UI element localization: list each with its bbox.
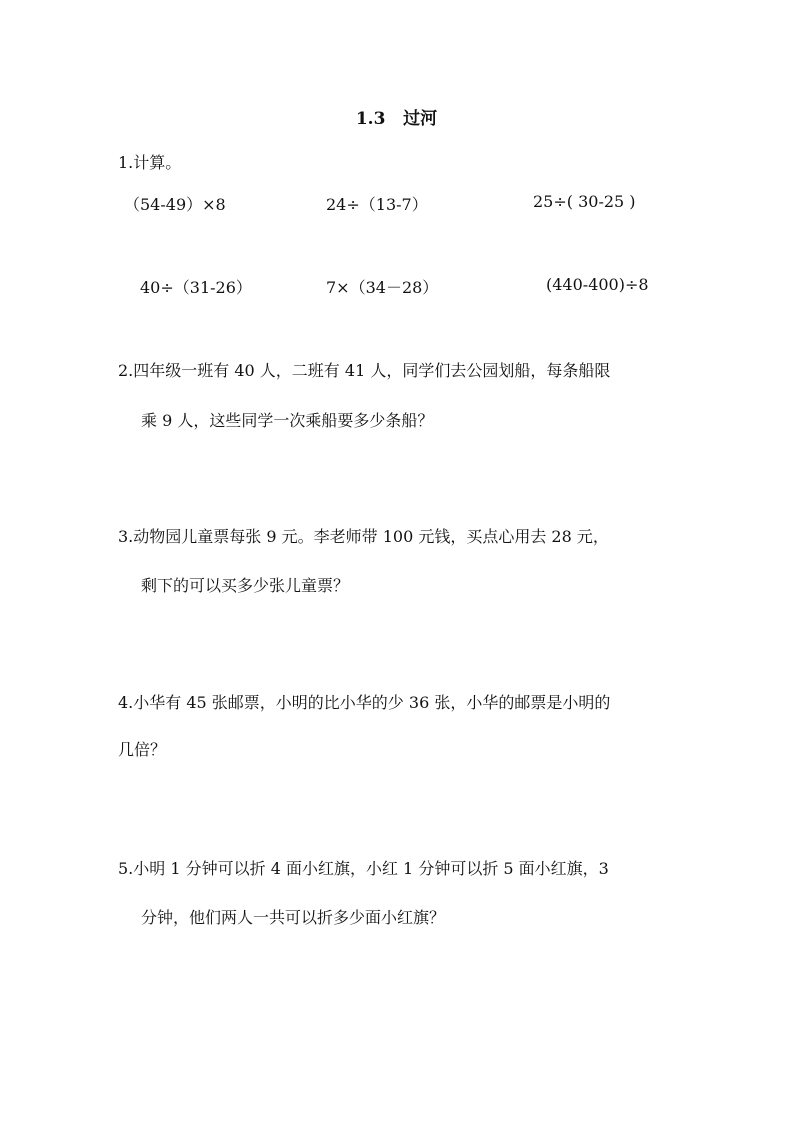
q2-text-line-1: 2.四年级一班有 40 人，二班有 41 人，同学们去公园划船，每条船限 [118,361,611,380]
q1-expression-5: 7×（34－28） [326,278,439,297]
q5-text-line-2: 分钟，他们两人一共可以折多少面小红旗？ [141,908,446,927]
q4-text-line-2: 几倍？ [118,740,167,759]
q3-text-line-2: 剩下的可以买多少张儿童票？ [141,576,350,595]
q1-expression-4: 40÷（31-26） [140,278,252,297]
q1-heading: 1.计算。 [118,153,182,172]
q1-expression-6: (440-400)÷8 [546,275,649,294]
q2-text-line-2: 乘 9 人，这些同学一次乘船要多少条船？ [141,411,434,430]
page-title: 1.3 过河 [355,109,438,129]
q1-expression-2: 24÷（13-7） [326,195,428,214]
q1-expression-1: （54-49）×8 [124,195,226,214]
q3-text-line-1: 3.动物园儿童票每张 9 元。李老师带 100 元钱，买点心用去 28 元， [118,527,609,546]
q5-text-line-1: 5.小明 1 分钟可以折 4 面小红旗，小红 1 分钟可以折 5 面小红旗，3 [118,859,609,878]
q4-text-line-1: 4.小华有 45 张邮票，小明的比小华的少 36 张，小华的邮票是小明的 [118,693,611,712]
q1-expression-3: 25÷( 30-25 ) [533,192,636,211]
